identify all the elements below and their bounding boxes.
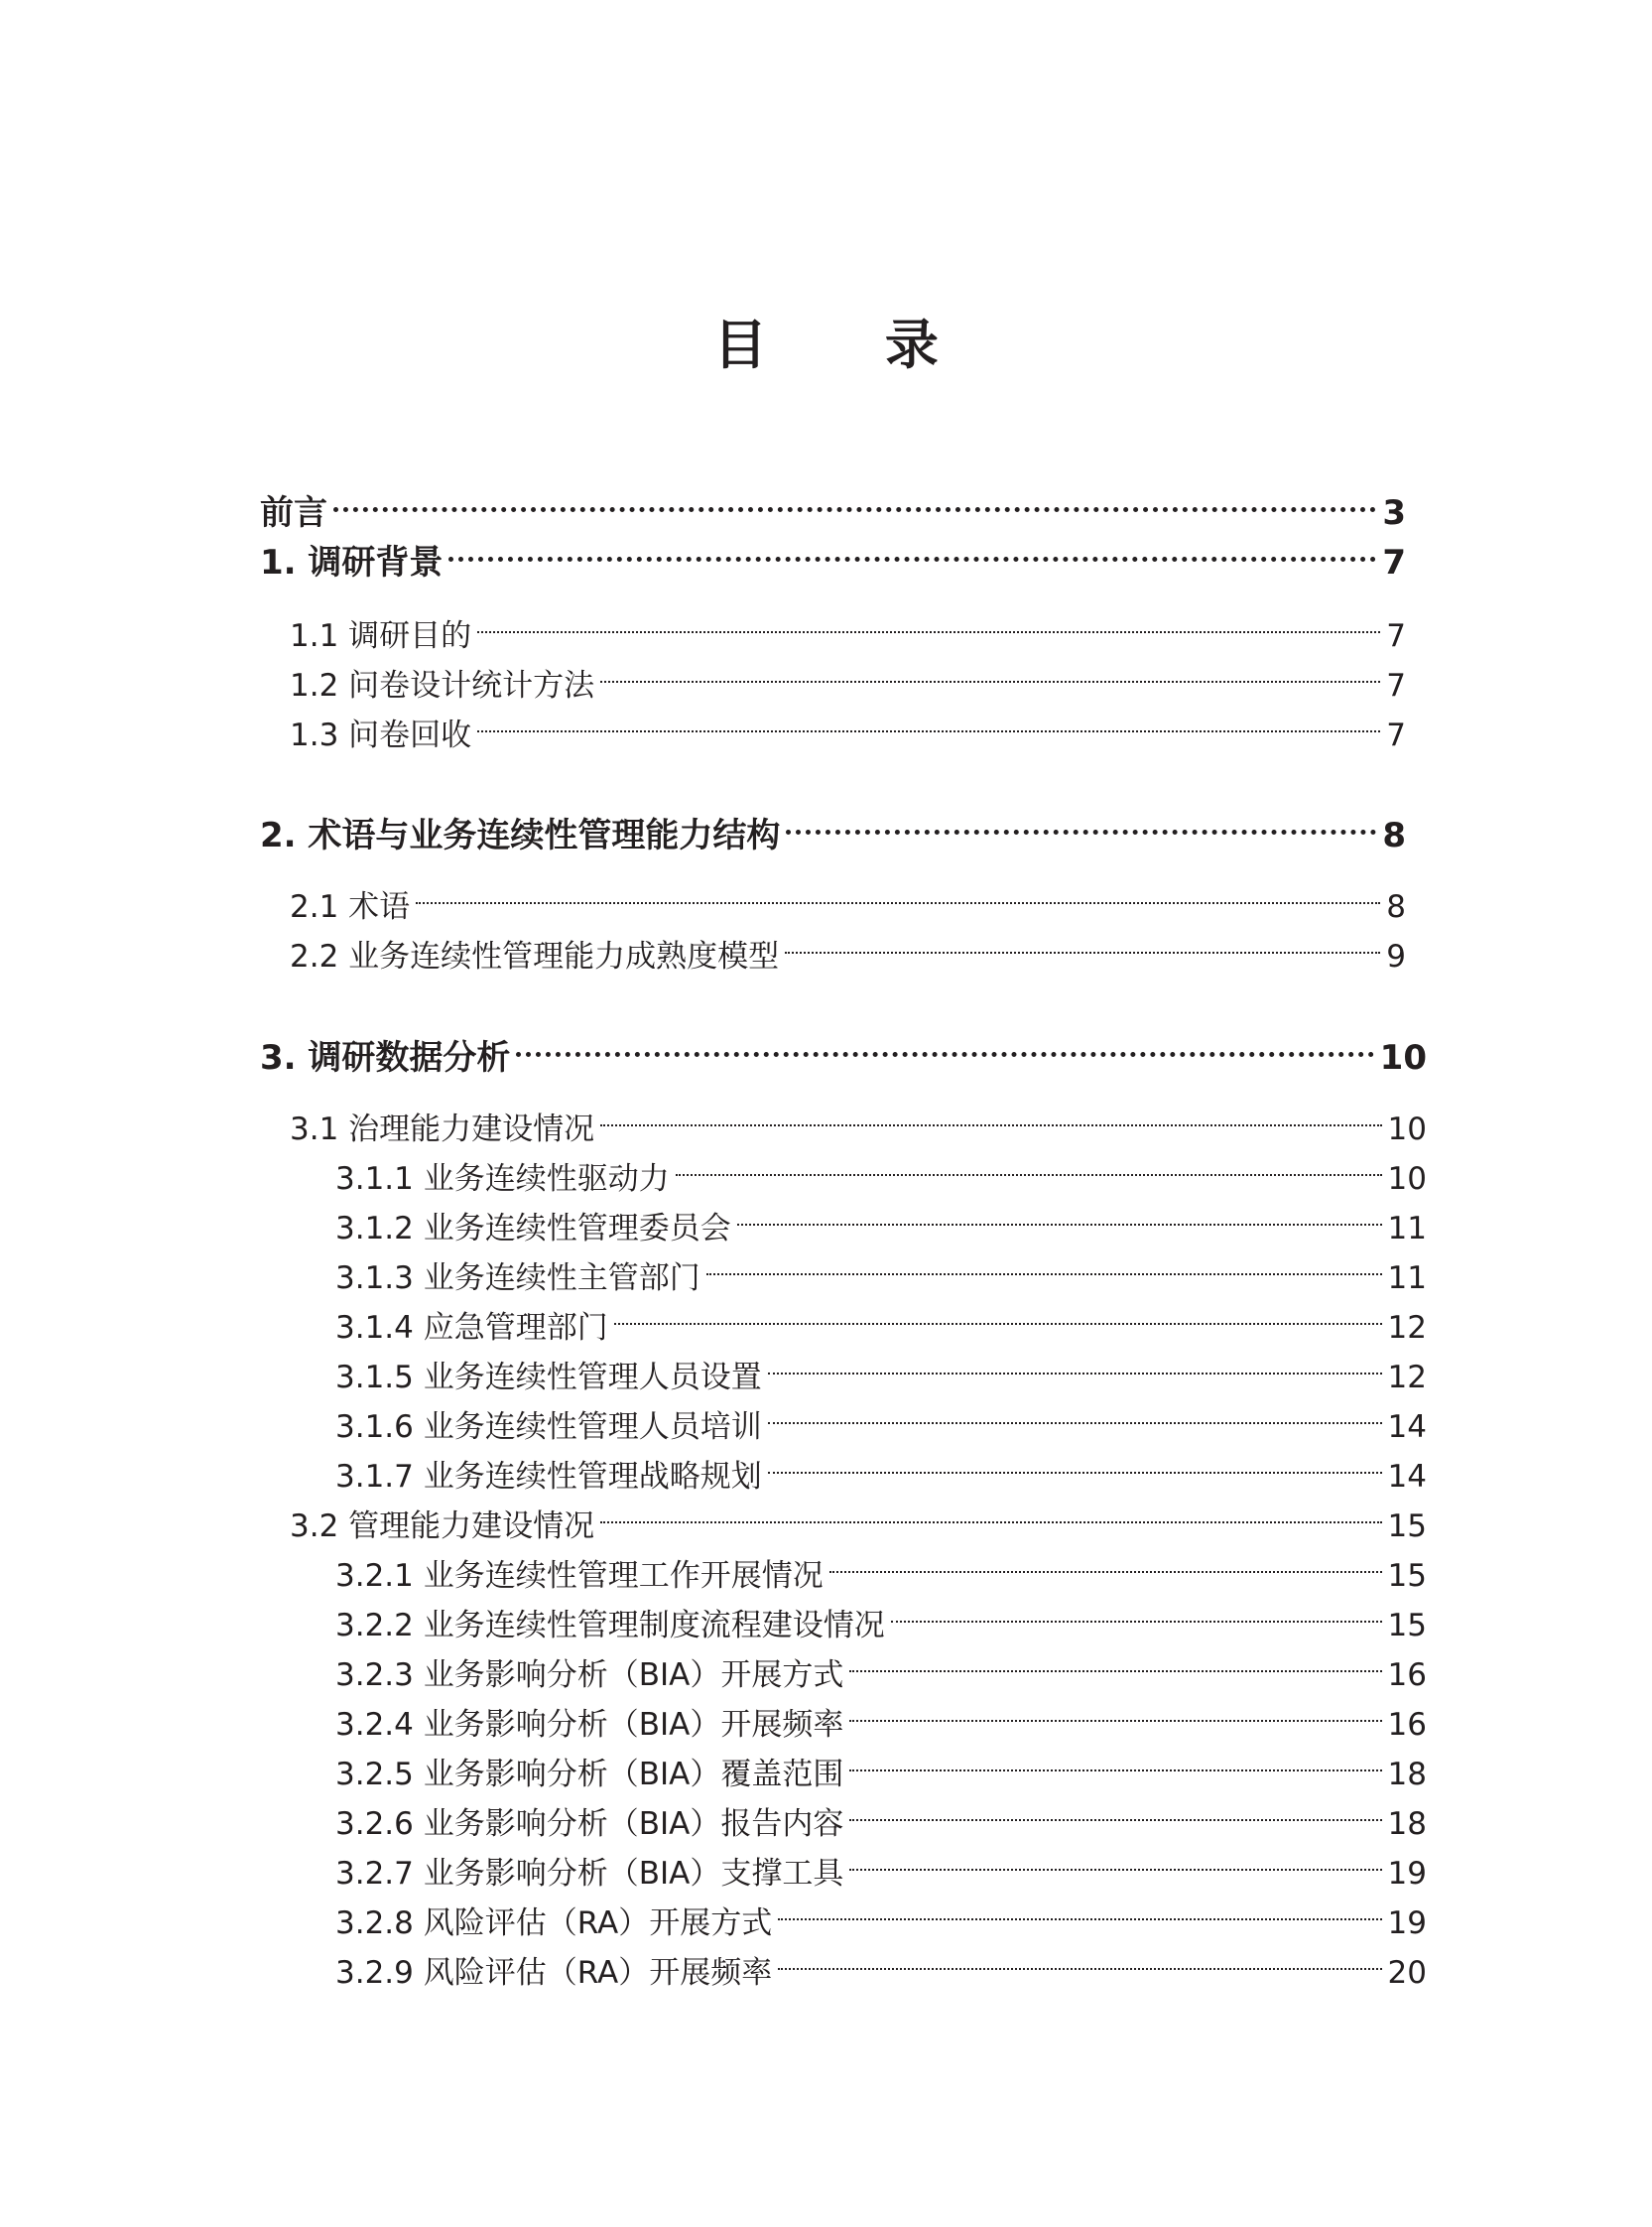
toc-entry-label: 3.2 管理能力建设情况 <box>290 1508 595 1544</box>
toc-entry-page: 8 <box>1386 889 1406 925</box>
dot-leader <box>768 1437 1382 1487</box>
dot-leader <box>516 1019 1373 1069</box>
toc-entry[interactable] <box>260 797 1406 855</box>
toc-entry-page: 18 <box>1387 1806 1427 1842</box>
toc-entry[interactable] <box>335 1239 1427 1296</box>
toc-entry-label: 3.1.7 业务连续性管理战略规划 <box>335 1459 762 1495</box>
toc-entry-page: 14 <box>1387 1459 1427 1495</box>
dot-leader <box>768 1387 1382 1437</box>
dot-leader <box>768 1338 1382 1387</box>
dot-leader <box>416 867 1380 917</box>
toc-entry[interactable] <box>290 596 1406 654</box>
toc-entry[interactable] <box>335 1636 1427 1693</box>
dot-leader <box>600 1090 1381 1139</box>
toc-entry-label: 1.2 问卷设计统计方法 <box>290 668 595 704</box>
toc-entry-label: 3.2.4 业务影响分析（BIA）开展频率 <box>335 1707 844 1743</box>
toc-entry-page: 19 <box>1387 1856 1427 1892</box>
toc-entry[interactable] <box>335 1834 1427 1892</box>
dot-leader <box>778 1884 1381 1933</box>
page-title: 目 录 <box>713 314 988 376</box>
toc-entry-page: 16 <box>1387 1707 1427 1743</box>
dot-leader <box>477 696 1380 745</box>
toc-entry-label: 3.1.4 应急管理部门 <box>335 1310 608 1346</box>
dot-leader <box>829 1536 1382 1586</box>
toc-entry-page: 15 <box>1387 1558 1427 1594</box>
toc-entry-page: 10 <box>1387 1112 1427 1147</box>
toc-entry-label: 3.2.6 业务影响分析（BIA）报告内容 <box>335 1806 844 1842</box>
toc-entry-page: 3 <box>1382 493 1406 533</box>
toc-entry-page: 7 <box>1386 718 1406 753</box>
dot-leader <box>448 524 1376 574</box>
toc-entry-page: 7 <box>1386 618 1406 654</box>
toc-entry[interactable] <box>335 1735 1427 1792</box>
toc-entry-label: 3.2.9 风险评估（RA）开展频率 <box>335 1955 773 1991</box>
dot-leader <box>333 474 1376 524</box>
toc-entry[interactable] <box>290 867 1406 925</box>
toc-entry-label: 3.2.8 风险评估（RA）开展方式 <box>335 1905 773 1941</box>
toc-entry-page: 10 <box>1387 1161 1427 1197</box>
dot-leader <box>786 797 1376 847</box>
dot-leader <box>676 1139 1382 1189</box>
toc-entry[interactable] <box>335 1685 1427 1743</box>
toc-entry-page: 9 <box>1386 939 1406 975</box>
dot-leader <box>614 1288 1382 1338</box>
toc-entry-label: 3. 调研数据分析 <box>260 1038 511 1078</box>
toc-entry-label: 3.1.5 业务连续性管理人员设置 <box>335 1360 762 1395</box>
toc-entry[interactable] <box>335 1784 1427 1842</box>
toc-entry-label: 3.2.1 业务连续性管理工作开展情况 <box>335 1558 824 1594</box>
toc-entry-page: 11 <box>1387 1260 1427 1296</box>
toc-entry[interactable] <box>335 1884 1427 1941</box>
toc-entry[interactable] <box>260 524 1406 583</box>
dot-leader <box>785 917 1380 967</box>
toc-entry[interactable] <box>290 917 1406 975</box>
dot-leader <box>737 1189 1382 1239</box>
toc-entry-page: 12 <box>1387 1310 1427 1346</box>
dot-leader <box>477 596 1380 646</box>
toc-entry-label: 2. 术语与业务连续性管理能力结构 <box>260 816 781 855</box>
toc-entry-label: 1. 调研背景 <box>260 543 444 583</box>
dot-leader <box>778 1933 1381 1983</box>
toc-entry[interactable] <box>260 1019 1427 1078</box>
dot-leader <box>849 1834 1381 1884</box>
dot-leader <box>849 1784 1381 1834</box>
toc-entry-page: 11 <box>1387 1211 1427 1246</box>
dot-leader <box>600 646 1380 696</box>
dot-leader <box>849 1685 1381 1735</box>
toc-entry[interactable] <box>335 1933 1427 1991</box>
toc-entry[interactable] <box>335 1189 1427 1246</box>
toc-entry-page: 15 <box>1387 1608 1427 1643</box>
toc-entry-label: 3.1.1 业务连续性驱动力 <box>335 1161 670 1197</box>
toc-entry-page: 8 <box>1382 816 1406 855</box>
toc-entry-page: 10 <box>1379 1038 1427 1078</box>
toc-entry[interactable] <box>335 1437 1427 1495</box>
toc-entry[interactable] <box>290 1487 1427 1544</box>
toc-entry-page: 16 <box>1387 1657 1427 1693</box>
toc-entry-page: 7 <box>1386 668 1406 704</box>
toc-entry-page: 18 <box>1387 1757 1427 1792</box>
dot-leader <box>849 1735 1381 1784</box>
toc-entry-label: 3.2.7 业务影响分析（BIA）支撑工具 <box>335 1856 844 1892</box>
toc-entry-page: 14 <box>1387 1409 1427 1445</box>
dot-leader <box>600 1487 1381 1536</box>
toc-entry-page: 7 <box>1382 543 1406 583</box>
toc-entry[interactable] <box>290 1090 1427 1147</box>
toc-entry-page: 20 <box>1387 1955 1427 1991</box>
toc-entry[interactable] <box>290 646 1406 704</box>
toc-entry-label: 1.3 问卷回收 <box>290 718 472 753</box>
toc-entry[interactable] <box>335 1387 1427 1445</box>
toc-entry-label: 1.1 调研目的 <box>290 618 472 654</box>
toc-entry-label: 2.2 业务连续性管理能力成熟度模型 <box>290 939 780 975</box>
toc-entry-page: 19 <box>1387 1905 1427 1941</box>
dot-leader <box>849 1636 1381 1685</box>
toc-entry-label: 前言 <box>260 493 327 533</box>
dot-leader <box>891 1586 1382 1636</box>
toc-entry[interactable] <box>290 696 1406 753</box>
toc-entry-label: 3.1.2 业务连续性管理委员会 <box>335 1211 731 1246</box>
toc-entry-label: 3.1.3 业务连续性主管部门 <box>335 1260 700 1296</box>
toc-entry-label: 3.1.6 业务连续性管理人员培训 <box>335 1409 762 1445</box>
toc-entry[interactable] <box>335 1139 1427 1197</box>
toc-entry-label: 3.2.3 业务影响分析（BIA）开展方式 <box>335 1657 844 1693</box>
toc-entry-label: 3.1 治理能力建设情况 <box>290 1112 595 1147</box>
dot-leader <box>706 1239 1382 1288</box>
toc-entry[interactable] <box>335 1586 1427 1643</box>
toc-entry[interactable] <box>335 1536 1427 1594</box>
toc-entry-label: 3.2.2 业务连续性管理制度流程建设情况 <box>335 1608 885 1643</box>
toc-entry-page: 12 <box>1387 1360 1427 1395</box>
toc-entry-label: 3.2.5 业务影响分析（BIA）覆盖范围 <box>335 1757 844 1792</box>
toc-entry[interactable] <box>335 1288 1427 1346</box>
toc-entry[interactable] <box>335 1338 1427 1395</box>
toc-entry[interactable] <box>260 474 1406 533</box>
toc-entry-page: 15 <box>1387 1508 1427 1544</box>
toc-entry-label: 2.1 术语 <box>290 889 411 925</box>
